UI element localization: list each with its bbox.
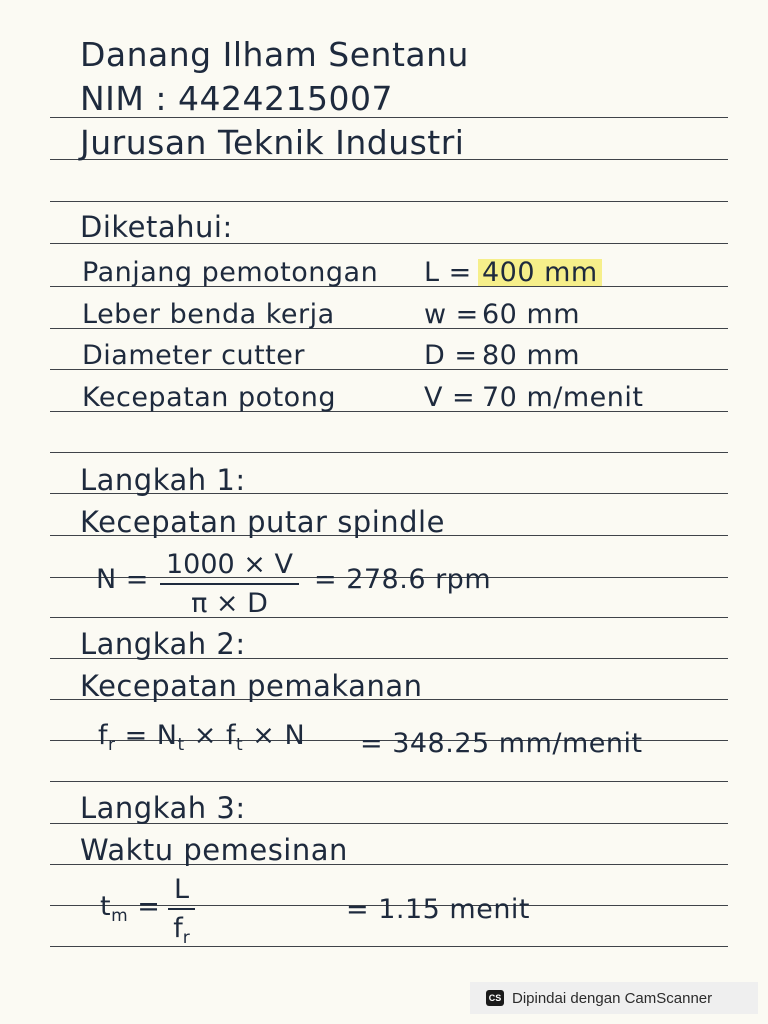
- known-symbol-speed: V =: [424, 382, 476, 413]
- step1-lhs: N =: [96, 564, 149, 595]
- step3-result: = 1.15 menit: [346, 894, 531, 925]
- step2-heading: Langkah 2:: [80, 627, 246, 661]
- known-label-width: Leber benda kerja: [82, 299, 335, 330]
- camscanner-watermark: [470, 982, 758, 1014]
- step2-title: Kecepatan pemakanan: [80, 669, 423, 703]
- known-symbol-length: L =: [424, 257, 472, 288]
- step1-numerator: 1000 × V: [160, 549, 299, 585]
- known-label-length: Panjang pemotongan: [82, 257, 379, 288]
- known-symbol-width: w =: [424, 299, 479, 330]
- step3-fraction: [168, 874, 195, 948]
- step3-lhs: $t_m$ =: [100, 891, 161, 926]
- watermark-text: Dipindai dengan CamScanner: [512, 989, 713, 1007]
- step1-heading: Langkah 1:: [80, 463, 246, 497]
- step1-denominator: π × D: [191, 588, 268, 619]
- known-symbol-diameter: D =: [424, 340, 478, 371]
- known-label-speed: Kecepatan potong: [82, 382, 336, 413]
- step1-fraction: [160, 549, 299, 619]
- student-nim: NIM : 4424215007: [80, 79, 393, 118]
- camscanner-icon: CS: [486, 990, 504, 1006]
- rule-line: [50, 617, 728, 618]
- step1-title: Kecepatan putar spindle: [80, 505, 445, 539]
- rule-line: [50, 201, 728, 202]
- known-heading: Diketahui:: [80, 210, 233, 244]
- known-value-width: 60 mm: [482, 299, 581, 330]
- known-value-length: 400 mm: [478, 259, 602, 286]
- step3-numerator: L: [168, 874, 195, 910]
- step3-heading: Langkah 3:: [80, 791, 246, 825]
- known-label-diameter: Diameter cutter: [82, 340, 305, 371]
- rule-line: [50, 946, 728, 947]
- step2-formula: $f_r = N_t \times f_t \times N$: [98, 720, 306, 755]
- step3-title: Waktu pemesinan: [80, 833, 348, 867]
- known-value-diameter: 80 mm: [482, 340, 581, 371]
- step3-denominator: $f_r$: [173, 913, 190, 948]
- rule-line: [50, 452, 728, 453]
- known-value-speed: 70 m/menit: [482, 382, 644, 413]
- rule-line: [50, 781, 728, 782]
- student-name: Danang Ilham Sentanu: [80, 35, 469, 74]
- department: Jurusan Teknik Industri: [80, 123, 465, 162]
- step2-result: = 348.25 mm/menit: [360, 728, 643, 759]
- step1-result: = 278.6 rpm: [314, 564, 492, 595]
